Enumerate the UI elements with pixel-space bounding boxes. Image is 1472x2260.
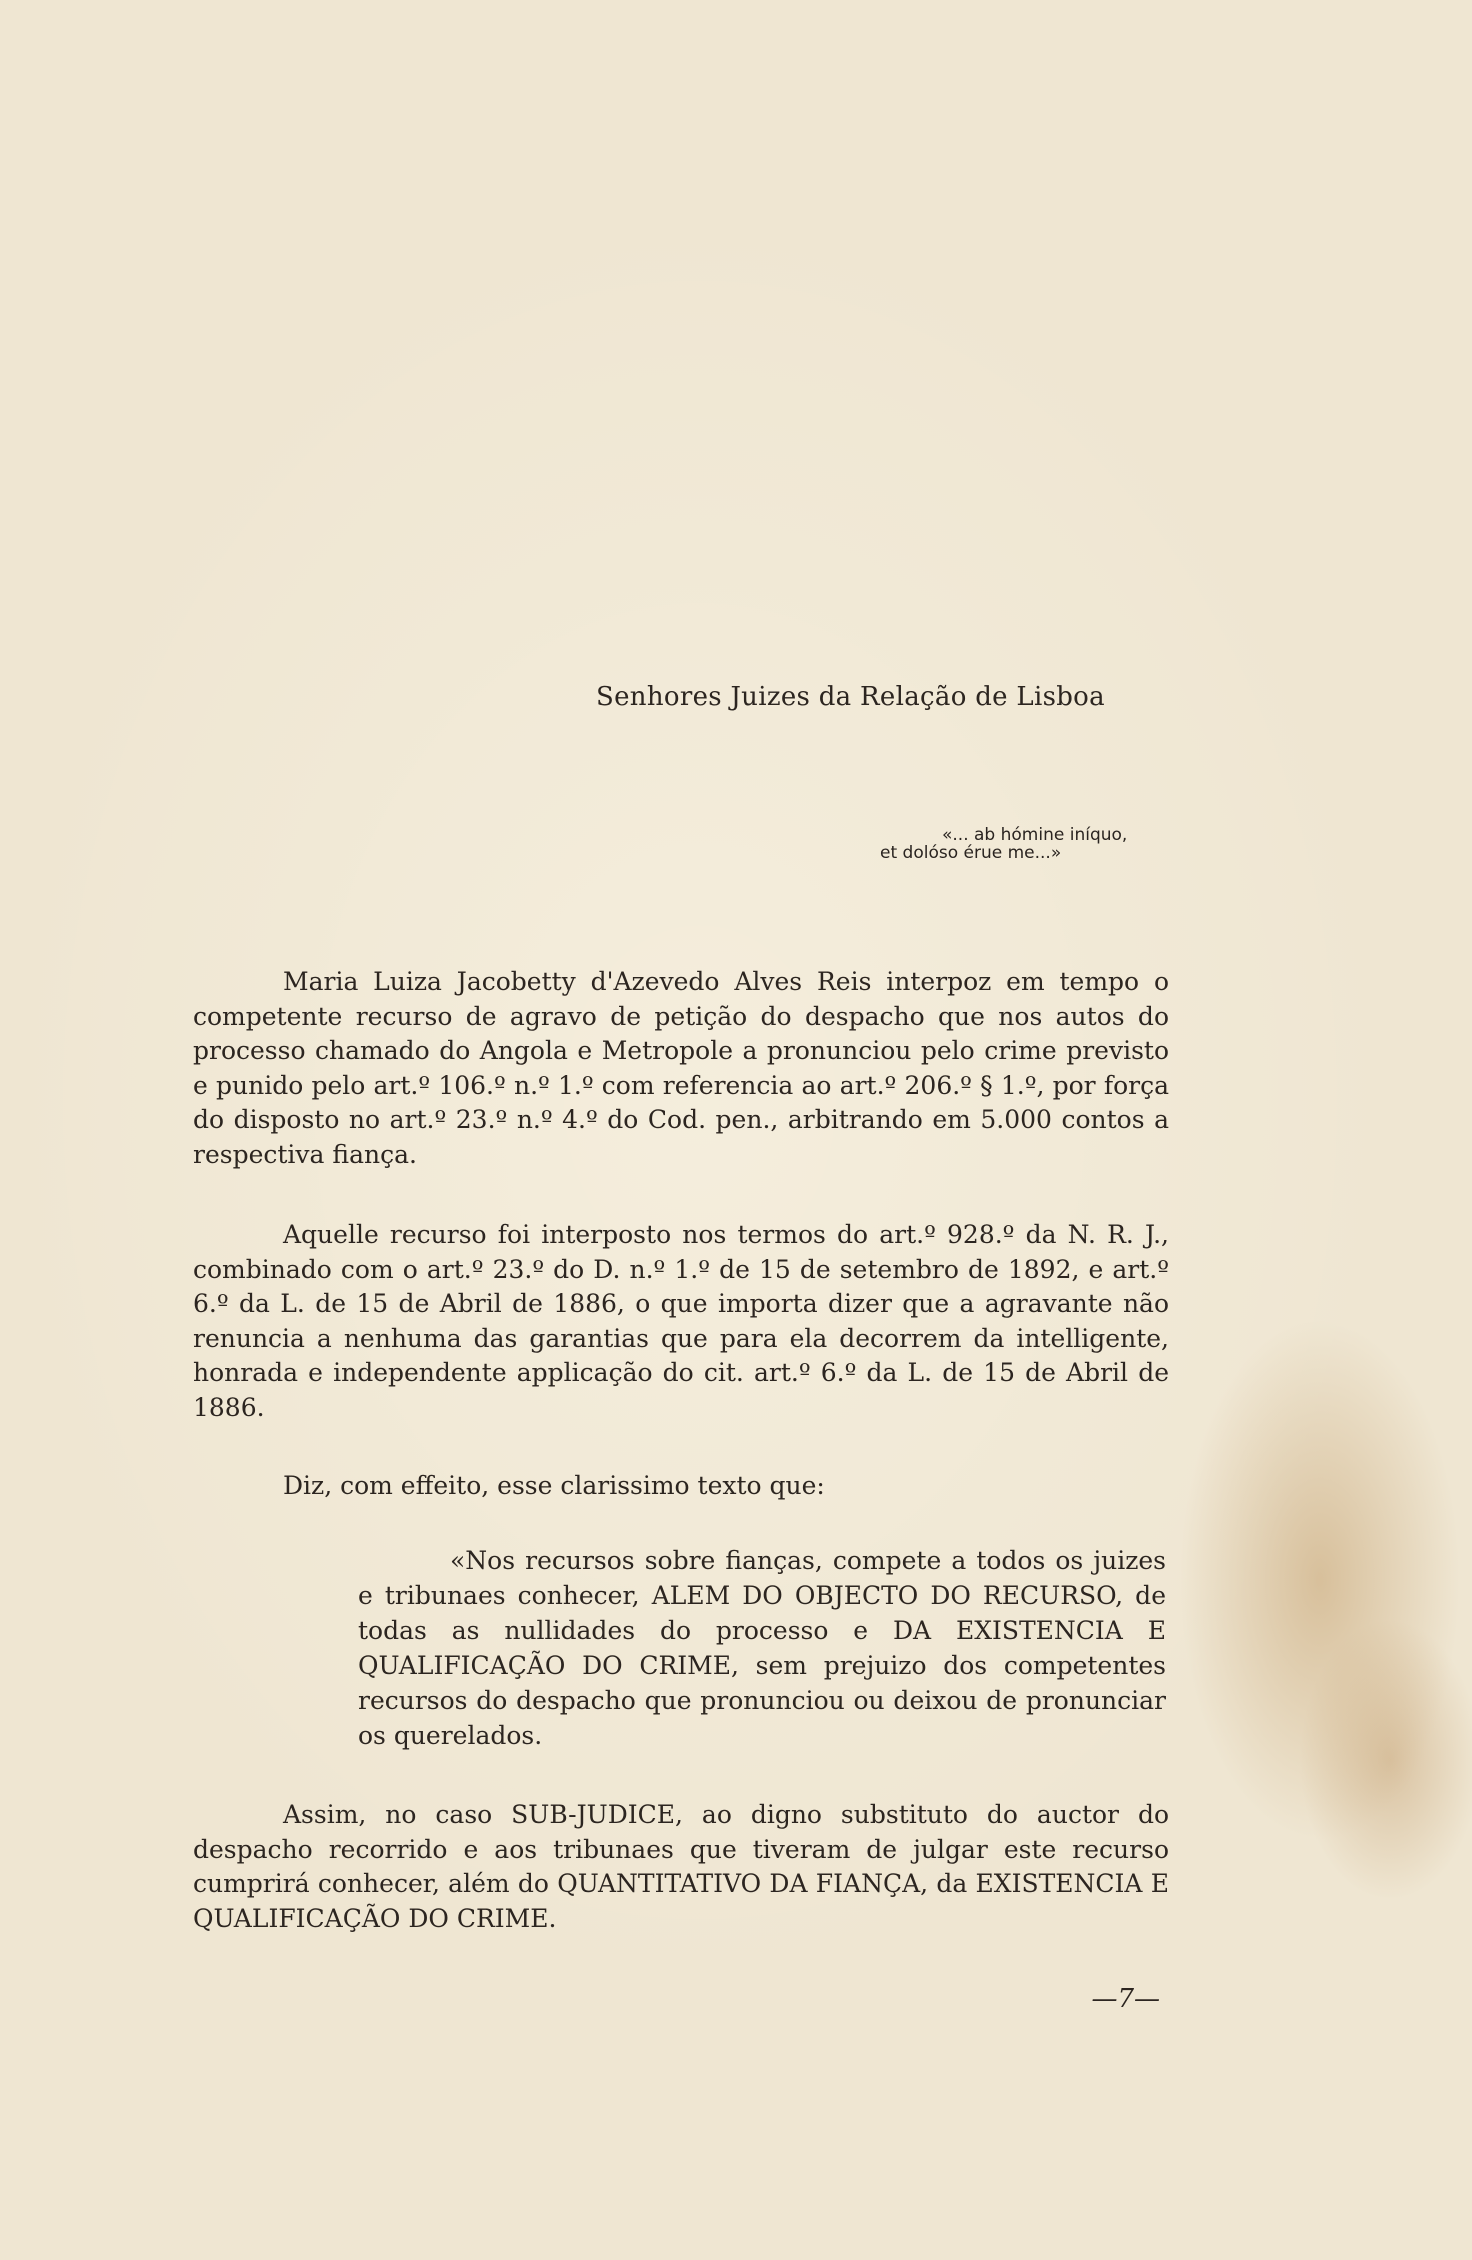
paragraph-3: Diz, com effeito, esse clarissimo texto que: <box>283 1471 825 1500</box>
page-number: —7— <box>1091 1984 1160 2014</box>
epigraph-line-1: «... ab hómine iníquo, <box>942 825 1128 845</box>
paragraph-2: Aquelle recurso foi interposto nos termos do art.º 928.º da N. R. J., combinado com o art.º 23.º do D. n.º 1.º de 15 de setembro de 1892, e art.º 6.º da L. de 15 de Abril de 1886, o que importa dizer que a agravante não renuncia a nenhuma das garantias que para ela decorrem da intelligente, honrada e independente applicação do cit. art.º 6.º da L. de 15 de Abril de 1886. <box>193 1220 1169 1422</box>
block-quote: «Nos recursos sobre fianças, compete a todos os juizes e tribunaes conhecer, ALEM DO OBJECTO DO RECURSO, de todas as nullidades do processo e DA EXISTENCIA E QUALIFICAÇÃO DO CRIME, sem prejuizo dos competentes recursos do despacho que pronunciou ou deixou de pronunciar os querelados. <box>358 1546 1166 1750</box>
epigraph <box>880 826 1180 862</box>
epigraph-line-2: et dolóso érue me...» <box>880 843 1062 863</box>
addressee-heading: Senhores Juizes da Relação de Lisboa <box>596 682 1105 712</box>
paragraph-1: Maria Luiza Jacobetty d'Azevedo Alves Reis interpoz em tempo o competente recurso de agravo de petição do despacho que nos autos do processo chamado do Angola e Metropole a pronunciou pelo crime previsto e punido pelo art.º 106.º n.º 1.º com referencia ao art.º 206.º § 1.º, por força do disposto no art.º 23.º n.º 4.º do Cod. pen., arbitrando em 5.000 contos a respectiva fiança. <box>193 967 1169 1169</box>
closing-paragraph: Assim, no caso SUB-JUDICE, ao digno substituto do auctor do despacho recorrido e aos tribunaes que tiveram de julgar este recurso cumprirá conhecer, além do QUANTITATIVO DA FIANÇA, da EXISTENCIA E QUALIFICAÇÃO DO CRIME. <box>193 1800 1169 1933</box>
